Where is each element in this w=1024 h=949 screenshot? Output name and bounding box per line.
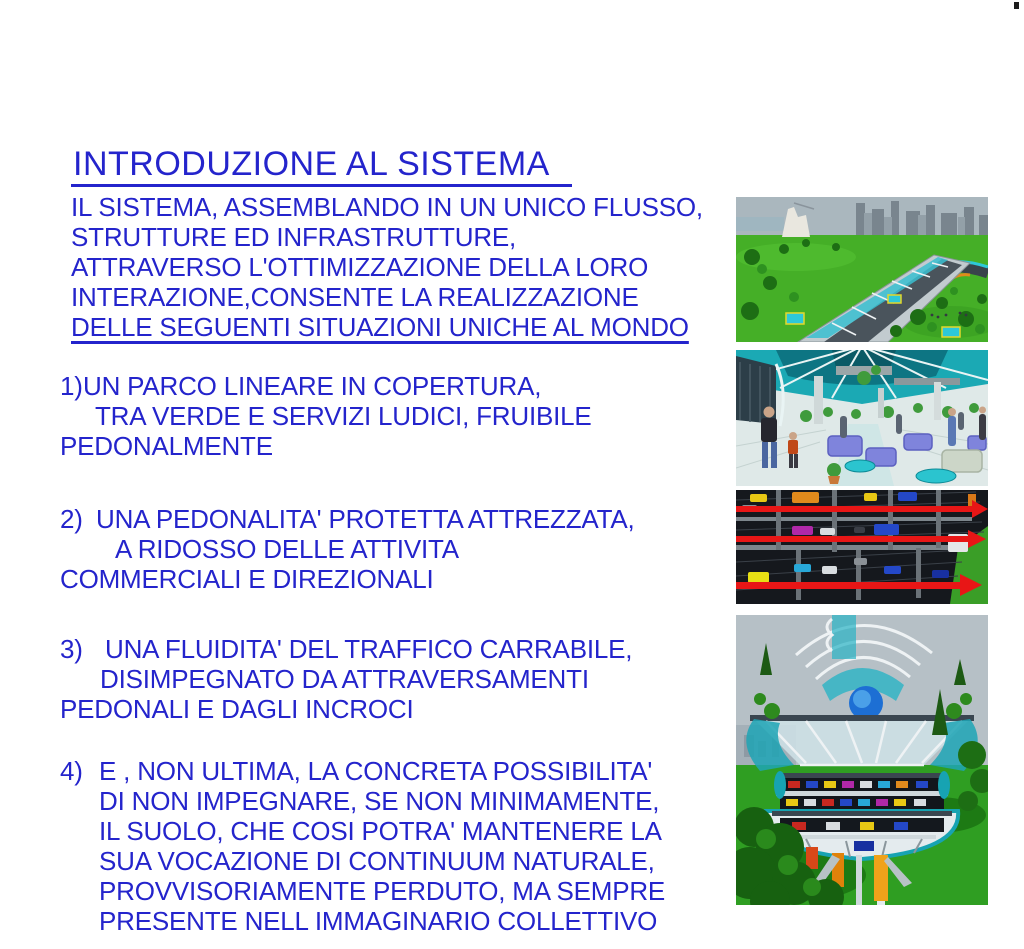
list-item-line: PRESENTE NELL IMMAGINARIO COLLETTIVO (99, 906, 658, 936)
list-item-line: COMMERCIALI E DIREZIONALI (60, 564, 434, 594)
list-item-line: UNA FLUIDITA' DEL TRAFFICO CARRABILE, (105, 634, 633, 664)
intro-line-underlined: DELLE SEGUENTI SITUAZIONI UNICHE AL MONDO (71, 312, 689, 342)
page-title: INTRODUZIONE AL SISTEMA (71, 146, 572, 187)
list-item-line: UN PARCO LINEARE IN COPERTURA, (83, 371, 542, 401)
list-item-line: PEDONALI E DAGLI INCROCI (60, 694, 414, 724)
intro-line: IL SISTEMA, ASSEMBLANDO IN UN UNICO FLUSSO, (71, 192, 703, 222)
intro-line: ATTRAVERSO L'OTTIMIZZAZIONE DELLA LORO (71, 252, 649, 282)
list-item-2 (60, 504, 635, 594)
covered-terrace-image (736, 350, 988, 486)
list-item-line: DISIMPEGNATO DA ATTRAVERSAMENTI (100, 664, 589, 694)
list-item-line: IL SUOLO, CHE COSI POTRA' MANTENERE LA (99, 816, 662, 846)
covered-terrace-render (736, 350, 988, 486)
aerial-linear-park-render (736, 197, 988, 342)
list-item-line: UNA PEDONALITA' PROTETTA ATTREZZATA, (96, 504, 635, 534)
list-item-line: PEDONALMENTE (60, 431, 273, 461)
intro-paragraph (71, 192, 703, 342)
cross-section-render (736, 615, 988, 905)
list-item-line: E , NON ULTIMA, LA CONCRETA POSSIBILITA' (99, 756, 653, 786)
aerial-linear-park-image (736, 197, 988, 342)
scan-artifact (1014, 2, 1019, 9)
list-item-number: 2) (60, 504, 83, 534)
list-item-1 (60, 371, 592, 461)
cross-section-image (736, 615, 988, 905)
list-item-line: DI NON IMPEGNARE, SE NON MINIMAMENTE, (99, 786, 660, 816)
list-item-number: 3) (60, 634, 83, 664)
list-item-line: TRA VERDE E SERVIZI LUDICI, FRUIBILE (95, 401, 592, 431)
list-item-number: 1) (60, 371, 83, 401)
list-item-line: PROVVISORIAMENTE PERDUTO, MA SEMPRE (99, 876, 666, 906)
list-item-line: A RIDOSSO DELLE ATTIVITA (115, 534, 459, 564)
list-item-number: 4) (60, 756, 83, 786)
list-item-4 (60, 756, 665, 936)
intro-line: INTERAZIONE,CONSENTE LA REALIZZAZIONE (71, 282, 639, 312)
traffic-levels-image (736, 490, 988, 604)
list-item-3 (60, 634, 632, 724)
intro-line: STRUTTURE ED INFRASTRUTTURE, (71, 222, 517, 252)
list-item-line: SUA VOCAZIONE DI CONTINUUM NATURALE, (99, 846, 655, 876)
traffic-levels-render (736, 490, 988, 604)
